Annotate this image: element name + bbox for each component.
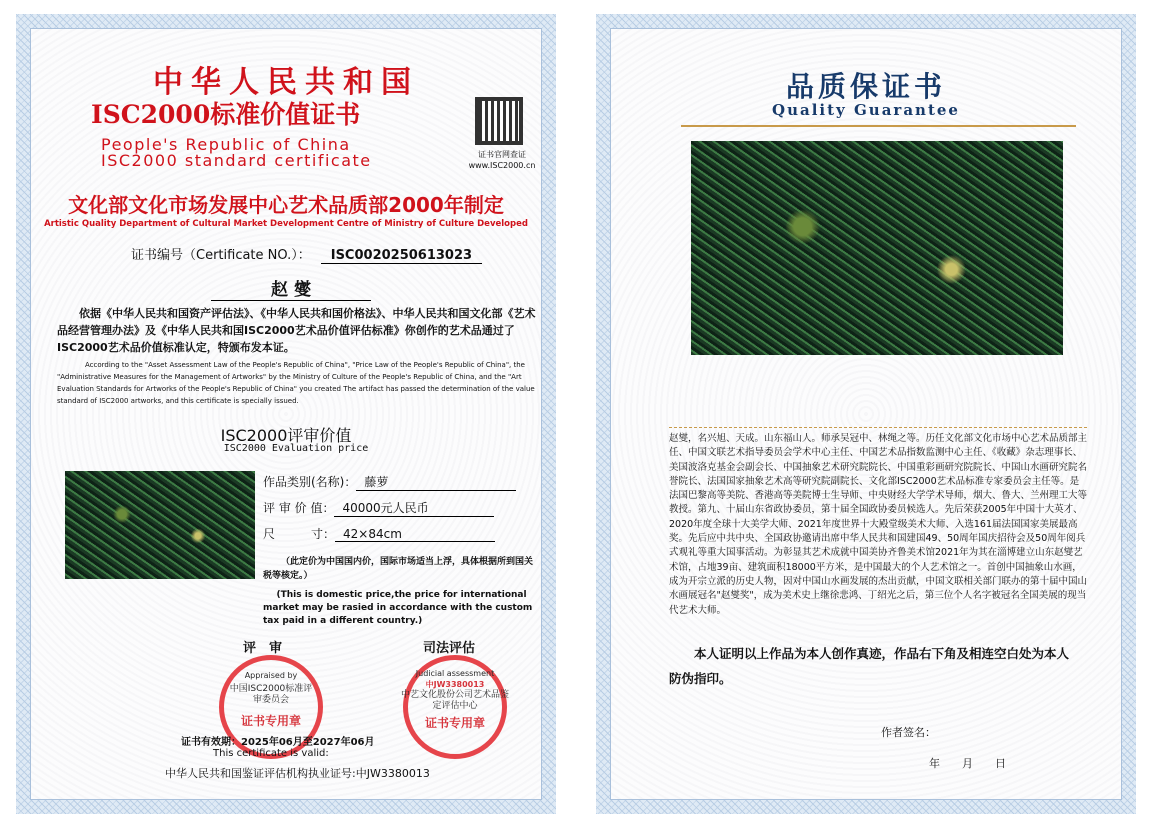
artist-name: 赵 燮 [211, 275, 371, 301]
seal-org: 中国ISC2000标准评审委员会 [229, 684, 313, 705]
basis-paragraph-en: According to the "Asset Assessment Law of the People's Republic of China", "Price Law of the People's Republic of China", the "Administrative Measures for the Management of Artworks" by the Ministry of Culture of the People's Republic of China, and the "Art Evaluation Standards for Artworks of the People's Republic of China" you created The artifact has passed the determination of the value standard of ISC2000 artworks, and this certificate is specially issued. [57, 361, 535, 405]
title-en-2: ISC2000 standard certificate [101, 151, 372, 170]
cert-number-row [131, 244, 482, 264]
price-note-cn: （此定价为中国国内价，国际市场适当上浮，具体根据所到国关税等核定。） [263, 557, 534, 581]
validity: 证书有效期：2025年06月至2027年06月 [181, 737, 375, 748]
qr-caption [467, 149, 537, 171]
price-note-en: (This is domestic price,the price for international market may be rasied in accordance with the custom tax paid in a different country.) [263, 590, 533, 626]
authenticity-statement: 本人证明以上作品为本人创作真迹，作品右下角及相连空白处为本人防伪指印。 [669, 646, 1070, 686]
artist-biography: 赵燮，名兴旭、天成。山东福山人。师承吴冠中、林绳之等。历任文化部文化市场中心艺术品质部主任、中国文联艺术指导委员会学术中心主任、中国艺术品指数监测中心主任、《收藏》杂志理事长、美国波洛克基金会副会长、中国抽象艺术研究院院长、中国重彩画研究院院长、中国山水画研究院名誉院长、法国国家抽象艺术高等研究院副院长、文化部ISC2000艺术品标准专家委员会主任等。是法国巴黎高等美院、香港高等美院博士生导师、中央财经大学学术导师，烟大、鲁大、兰州理工大等教授。第九、十届山东省政协委员，第十届全国政协委员候选人。先后荣获2005年中国十大英才、2020年度全球十大美学大师、2021年度世界十大殿堂级美术大师、入选161届法国国家美展最高奖。先后应中共中央、全国政协邀请出席中华人民共和国建国49、50周年国庆招待会及50周年阅兵式观礼等重大国事活动。为彰显其艺术成就中国美协齐鲁美术馆2021年为其在淄博建立山东赵燮艺术馆，占地39亩、建筑面积18000平方米，是中国最大的个人艺术馆之一。首创中国抽象山水画，成为开宗立派的历史人物，因对中国山水画发展的杰出贡献，中国文联相关部门联办的第十届中国山水画展冠名"赵燮奖"，成为美术史上继徐悲鸿、丁绍光之后，第三位个人名字被冠名全国美展的现当代艺术大师。 [669, 427, 1087, 618]
title-divider [681, 125, 1076, 127]
field-label: 尺 寸： [263, 527, 336, 541]
license-number: 中华人民共和国鉴证评估机构执业证号:中JW3380013 [165, 767, 430, 780]
guarantee-title-en: Quality Guarantee [772, 101, 960, 119]
eval-title: ISC2000评审价值 [220, 426, 352, 445]
cert-label: 证书编号（Certificate NO.）： [131, 248, 311, 263]
artwork-thumbnail [65, 471, 255, 579]
title-cert: ISC2000标准价值证书 [91, 100, 361, 129]
basis-paragraph-cn: 依据《中华人民共和国资产评估法》、《中华人民共和国价格法》、中华人民共和国文化部《艺术品经营管理办法》及《中华人民共和国ISC2000艺术品价值评估标准》你创作的艺术品通过了ISC2000艺术品价值标准认定，特颁布发本证。 [57, 307, 536, 354]
certificate-body [30, 28, 542, 800]
guarantee-title-cn: 品质保证书 [785, 70, 946, 103]
quality-guarantee-page [596, 14, 1136, 814]
seal-top-text: Appraised by [244, 671, 298, 680]
guarantee-body [610, 28, 1122, 800]
dept-en: Artistic Quality Department of Cultural Market Development Centre of Ministry of Culture Developed [44, 219, 528, 229]
title-cn: 中华人民共和国 [153, 65, 419, 100]
validity-en: This certificate is valid: [213, 748, 329, 759]
review-label: 评 审 [243, 641, 283, 656]
cert-number: ISC0020250613023 [321, 248, 482, 264]
qr-caption-1: 证书官网查证 [478, 150, 526, 159]
eval-subtitle: ISC2000 Evaluation price [223, 443, 369, 454]
qr-code-icon [475, 97, 523, 145]
field-value: 藤萝 [356, 473, 516, 491]
certificate-page [16, 14, 556, 814]
field-size [263, 525, 495, 542]
field-value: 40000元人民币 [334, 499, 494, 517]
field-label: 评 审 价 值： [263, 501, 335, 515]
seal-bottom-text: 证书专用章 [424, 716, 485, 730]
title-en [101, 137, 457, 169]
date-label: 年 月 日 [929, 757, 1006, 770]
qr-caption-2: www.ISC2000.cn [468, 161, 536, 170]
judicial-seal [400, 655, 509, 759]
field-label: 作品类别(名称)： [263, 475, 357, 489]
title-en-1: People's Republic of China [101, 135, 351, 154]
artwork-image [691, 141, 1063, 355]
signature-label: 作者签名： [881, 726, 936, 739]
field-price [263, 499, 494, 517]
seal-top-text: Judicial assessment [415, 669, 495, 678]
dept-cn: 文化部文化市场发展中心艺术品质部2000年制定 [68, 193, 504, 217]
seal-org: 中艺文化股份公司艺术品鉴定评估中心 [400, 690, 509, 711]
field-category [263, 473, 516, 491]
field-value: 42×84cm [335, 527, 495, 542]
judicial-label: 司法评估 [423, 641, 476, 656]
seal-bottom-text: 证书专用章 [240, 714, 301, 728]
seal-number: 中JW3380013 [425, 680, 485, 689]
